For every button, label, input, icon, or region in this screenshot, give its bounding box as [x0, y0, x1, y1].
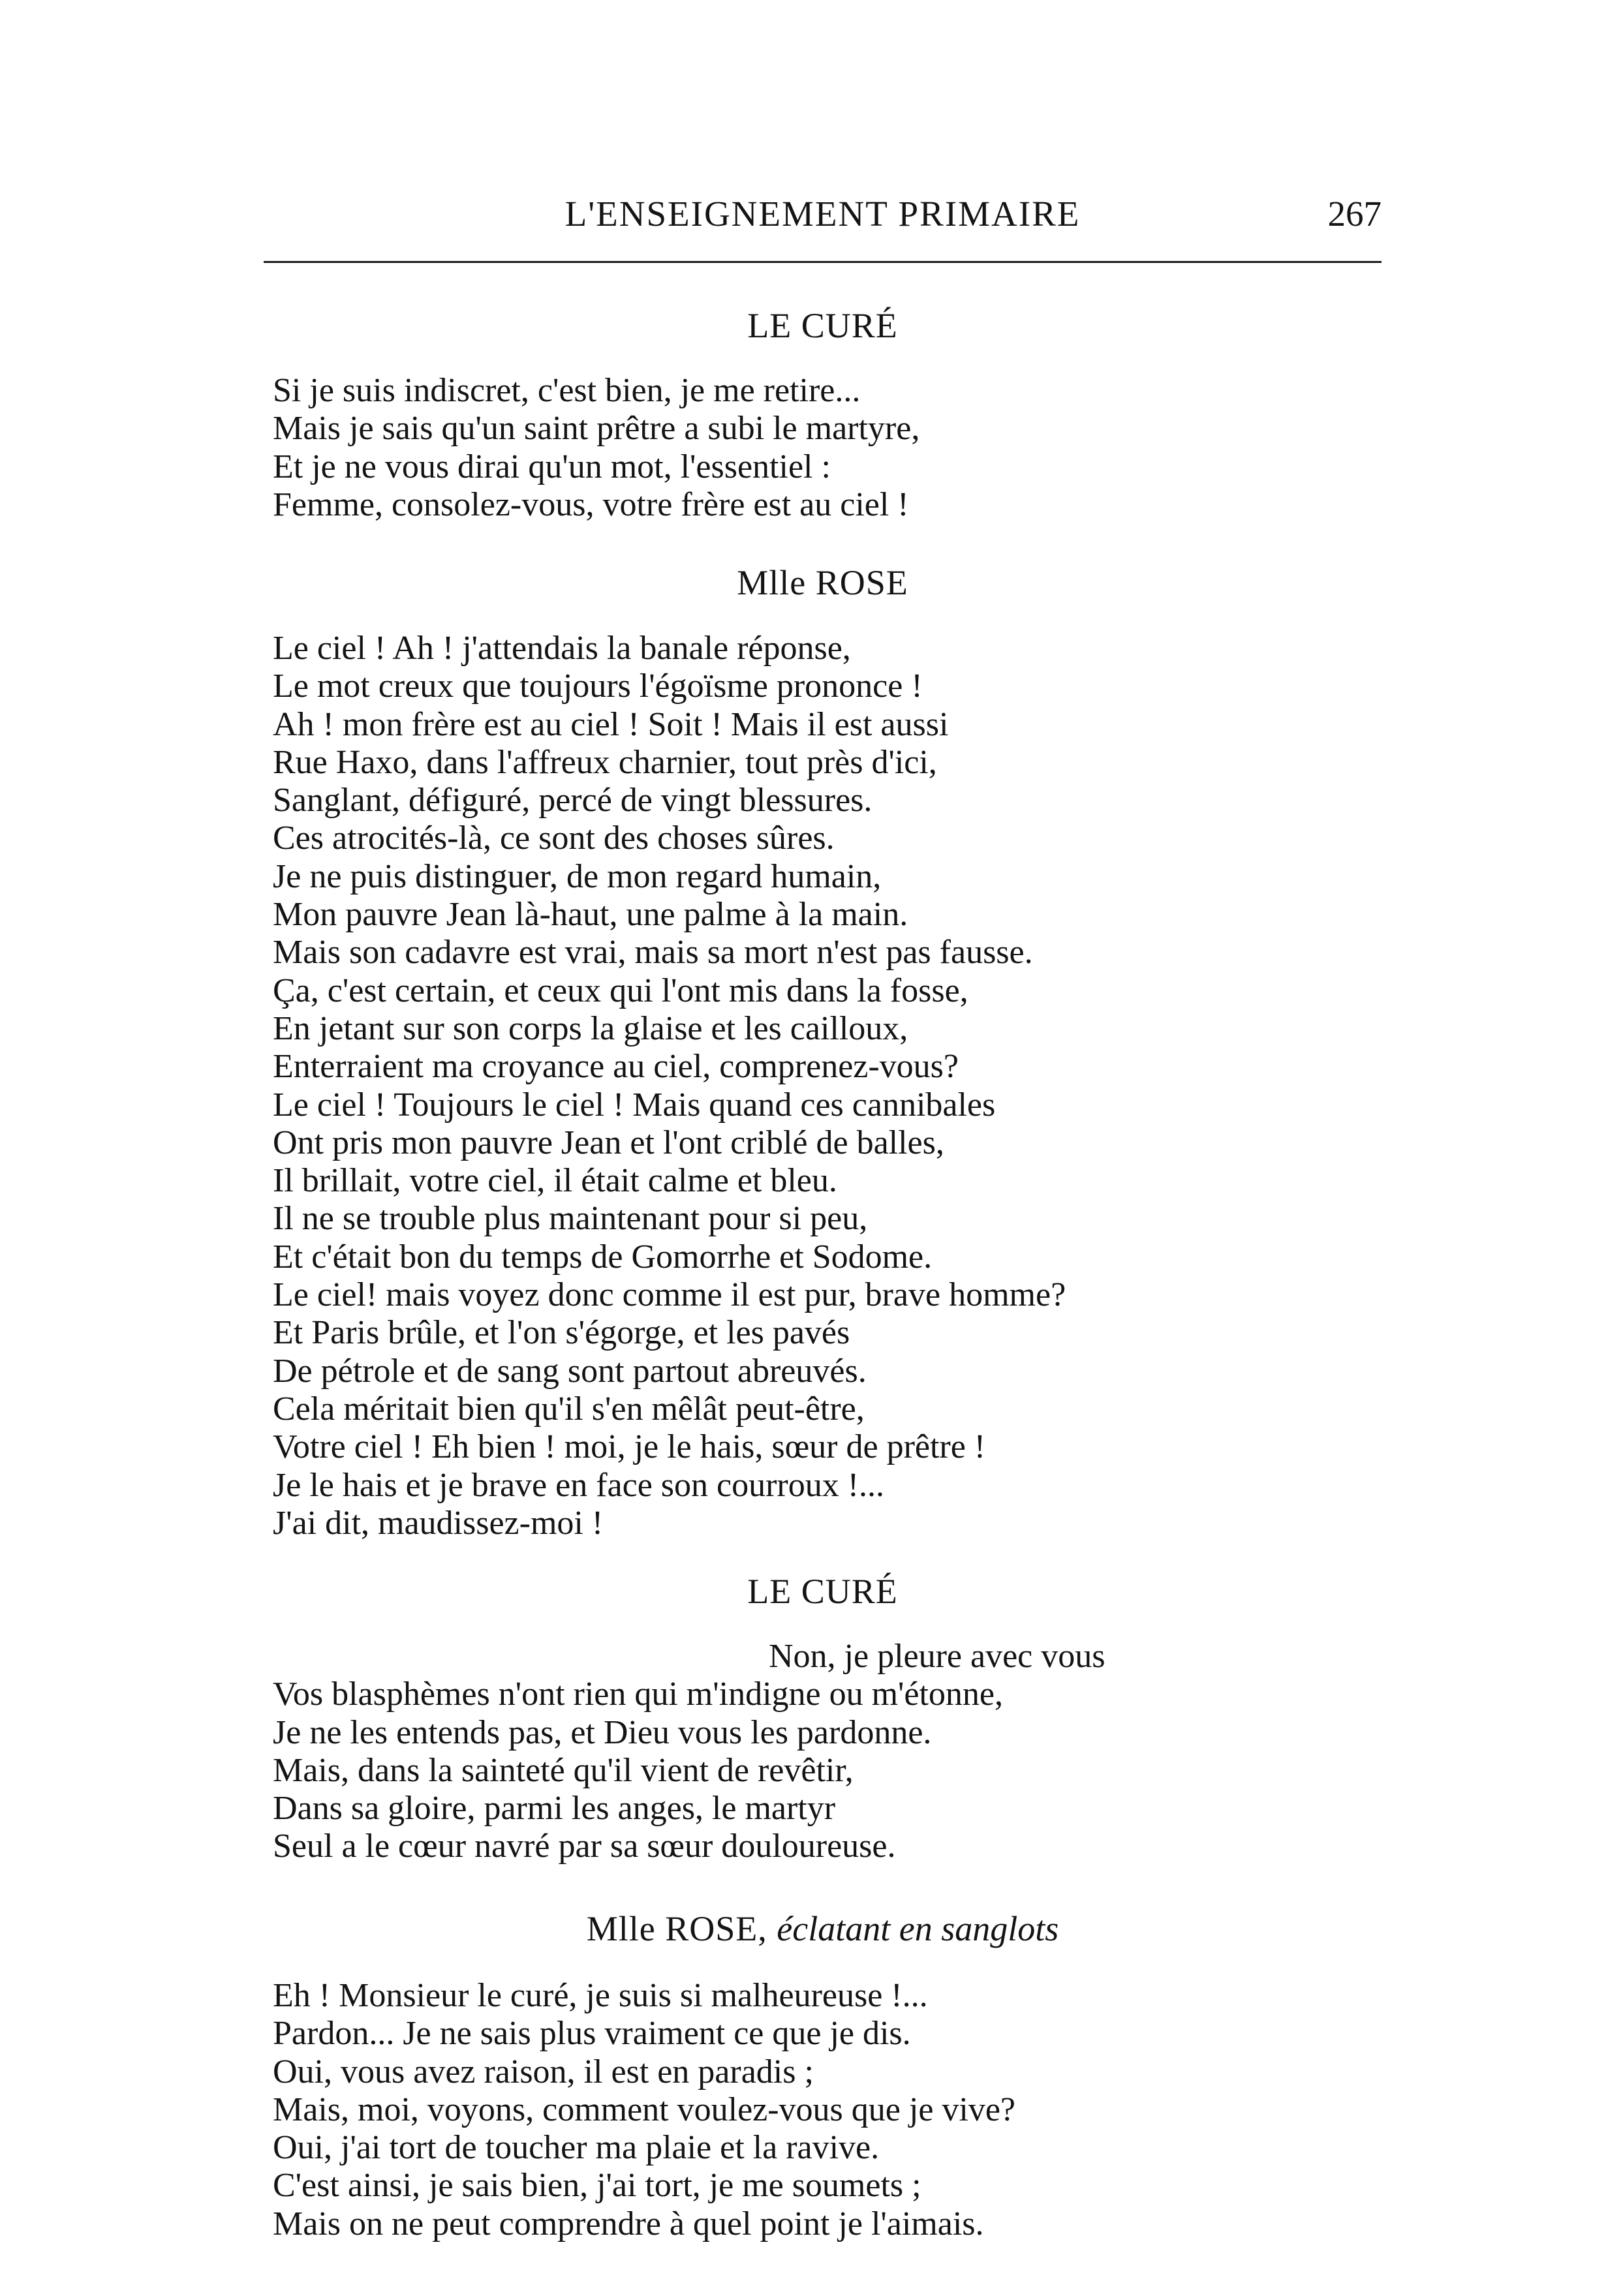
verse-line: Votre ciel ! Eh bien ! moi, je le hais, sœur de prêtre !: [273, 1428, 986, 1466]
speaker-heading: [264, 1571, 1382, 1612]
verse-line: C'est ainsi, je sais bien, j'ai tort, je me soumets ;: [273, 2167, 921, 2205]
speaker-heading: [264, 305, 1382, 346]
verse-line: Dans sa gloire, parmi les anges, le martyr: [273, 1790, 836, 1828]
verse-line: Et je ne vous dirai qu'un mot, l'essentiel :: [273, 448, 831, 485]
verse-line: Enterraient ma croyance au ciel, comprenez-vous?: [273, 1048, 959, 1086]
running-title: L'ENSEIGNEMENT PRIMAIRE: [564, 194, 1081, 234]
verse-line: Femme, consolez-vous, votre frère est au ciel !: [273, 485, 909, 523]
verse-line: Il brillait, votre ciel, il était calme et bleu.: [273, 1162, 837, 1200]
speech-block: [273, 630, 1382, 1542]
verse-line: Mon pauvre Jean là-haut, une palme à la main.: [273, 896, 908, 934]
speech-block: [273, 1977, 1382, 2243]
verse-line: Ça, c'est certain, et ceux qui l'ont mis dans la fosse,: [273, 972, 968, 1009]
verse-line: Ont pris mon pauvre Jean et l'ont criblé de balles,: [273, 1124, 944, 1161]
verse-line: Ces atrocités-là, ce sont des choses sûres.: [273, 819, 835, 857]
verse-line: En jetant sur son corps la glaise et les cailloux,: [273, 1009, 908, 1047]
verse-line: Si je suis indiscret, c'est bien, je me retire...: [273, 372, 861, 409]
verse-line: Mais son cadavre est vrai, mais sa mort n'est pas fausse.: [273, 934, 1033, 972]
verse-line: Rue Haxo, dans l'affreux charnier, tout près d'ici,: [273, 743, 937, 781]
verse-line: Je ne puis distinguer, de mon regard humain,: [273, 857, 882, 895]
verse-line: Mais, dans la sainteté qu'il vient de revêtir,: [273, 1751, 854, 1789]
header-rule: [264, 261, 1382, 263]
verse-line: Le ciel ! Ah ! j'attendais la banale réponse,: [273, 630, 851, 667]
verse-line: J'ai dit, maudissez-moi !: [273, 1504, 604, 1542]
speech-block: [273, 372, 1382, 524]
verse-line: Le mot creux que toujours l'égoïsme prononce !: [273, 667, 923, 705]
verse-line: De pétrole et de sang sont partout abreuvés.: [273, 1352, 867, 1390]
speaker-name: Mlle ROSE: [737, 563, 908, 602]
verse-line: Pardon... Je ne sais plus vraiment ce que je dis.: [273, 2015, 911, 2053]
running-header: [264, 193, 1382, 239]
speaker-name: Mlle ROSE,: [586, 1909, 767, 1948]
speaker-heading: [264, 562, 1382, 603]
verse-line: Il ne se trouble plus maintenant pour si peu,: [273, 1200, 868, 1238]
page-number: 267: [1327, 194, 1382, 234]
verse-line: Oui, j'ai tort de toucher ma plaie et la ravive.: [273, 2129, 880, 2167]
speaker-name: LE CURÉ: [747, 1572, 898, 1611]
verse-line: Eh ! Monsieur le curé, je suis si malheureuse !...: [273, 1977, 928, 2014]
verse-line: Non, je pleure avec vous: [769, 1638, 1105, 1675]
verse-line: Ah ! mon frère est au ciel ! Soit ! Mais il est aussi: [273, 705, 949, 743]
verse-line: Mais je sais qu'un saint prêtre a subi le martyre,: [273, 410, 920, 448]
verse-line: Et Paris brûle, et l'on s'égorge, et les pavés: [273, 1314, 850, 1352]
verse-line: Le ciel! mais voyez donc comme il est pur, brave homme?: [273, 1276, 1066, 1314]
speaker-heading: [264, 1908, 1382, 1949]
verse-line: Le ciel ! Toujours le ciel ! Mais quand ces cannibales: [273, 1086, 996, 1124]
verse-line: Je le hais et je brave en face son courroux !...: [273, 1466, 885, 1504]
verse-line: Cela méritait bien qu'il s'en mêlât peut-être,: [273, 1390, 865, 1428]
verse-line: Je ne les entends pas, et Dieu vous les pardonne.: [273, 1713, 932, 1751]
verse-line: Vos blasphèmes n'ont rien qui m'indigne ou m'étonne,: [273, 1676, 1004, 1713]
speech-block: [273, 1638, 1382, 1866]
verse-line: Mais on ne peut comprendre à quel point je l'aimais.: [273, 2205, 984, 2242]
verse-line: Sanglant, défiguré, percé de vingt blessures.: [273, 782, 873, 819]
speaker-name: LE CURÉ: [747, 306, 898, 345]
verse-line: Mais, moi, voyons, comment voulez-vous que je vive?: [273, 2090, 1016, 2128]
verse-line: Seul a le cœur navré par sa sœur douloureuse.: [273, 1828, 896, 1865]
verse-line: Et c'était bon du temps de Gomorrhe et Sodome.: [273, 1238, 933, 1276]
verse-line: Oui, vous avez raison, il est en paradis ;: [273, 2053, 814, 2090]
stage-direction: éclatant en sanglots: [777, 1909, 1059, 1948]
